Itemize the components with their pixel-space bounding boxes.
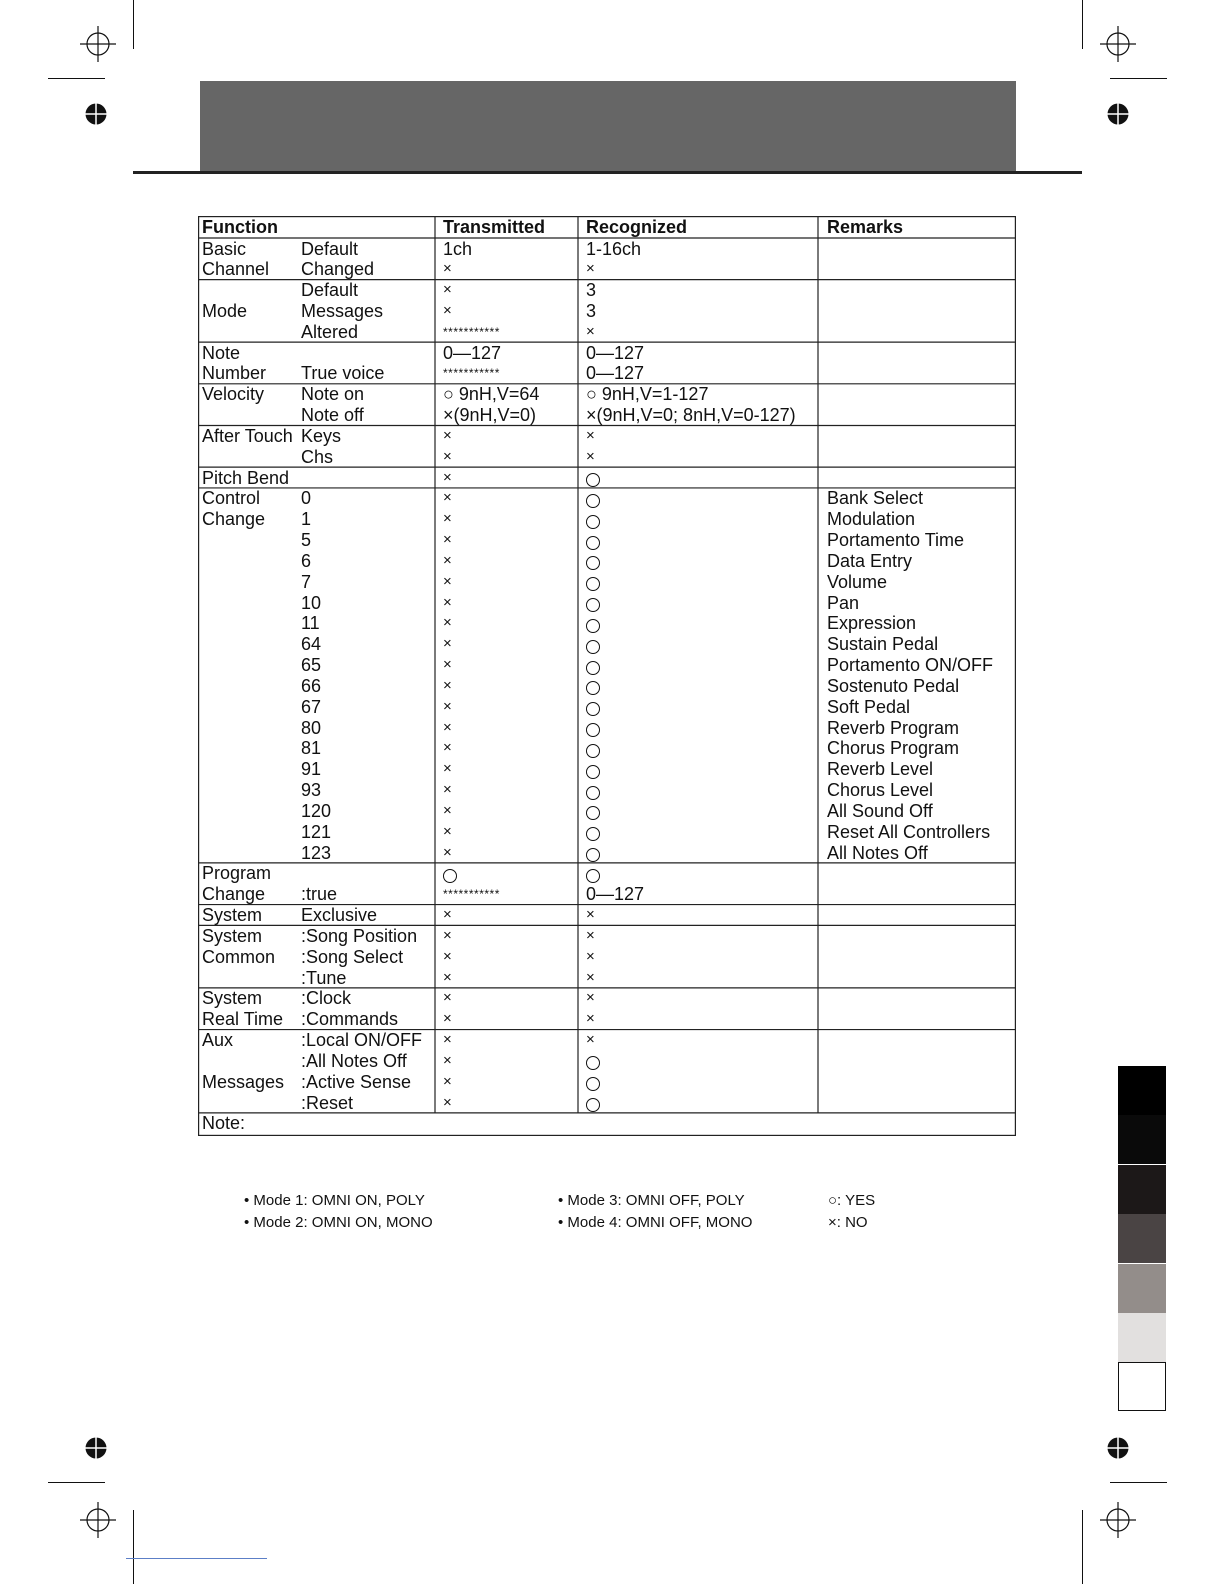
cell-rm: Pan [827,592,860,613]
cell-tx: *********** [443,887,500,902]
cell-f1: System [202,925,263,946]
registration-mark-icon [1100,26,1136,62]
cell-tx: × [443,572,452,590]
cell-rm: Data Entry [827,550,913,571]
cell-tx: × [443,739,452,757]
yes-circle-icon [586,595,600,616]
cell-f2: Note on [301,384,365,405]
cell-f1: System [202,988,263,1009]
cell-tx: × [443,635,452,653]
cell-tx: × [443,1072,452,1090]
cell-f2: 120 [301,800,332,821]
cell-rx: × [586,906,595,924]
yes-circle-icon [586,1095,600,1116]
cell-tx: × [443,1051,452,1069]
yes-circle-icon [586,637,600,658]
cell-f2: 10 [301,592,322,613]
cell-rx: 0—127 [586,884,645,905]
header-remarks: Remarks [827,217,904,237]
cell-f1: Messages [202,1071,285,1092]
cell-rm: Expression [827,613,917,634]
cell-f2: 123 [301,842,332,863]
note-label: Note: [202,1113,246,1133]
cell-tx: × [443,989,452,1007]
cell-f2: Messages [301,300,384,321]
cell-f2: 0 [301,488,312,509]
cell-f2: 80 [301,717,322,738]
crop-mark [1082,0,1083,49]
cell-tx: × [443,718,452,736]
cell-f1: Control [202,488,261,509]
registration-mark-icon [80,1502,116,1538]
cell-rm: Reset All Controllers [827,821,991,842]
cell-tx: × [443,697,452,715]
cell-rx: × [586,989,595,1007]
cell-f2: 91 [301,759,322,780]
yes-circle-icon [586,1053,600,1074]
cell-tx: × [443,781,452,799]
cell-tx: × [443,656,452,674]
cell-tx: × [443,426,452,444]
cell-f1: After Touch [202,425,293,446]
cell-tx: × [443,281,452,299]
cell-tx: × [443,1093,452,1111]
cell-f2: Changed [301,259,375,280]
color-swatch [1118,1165,1166,1214]
yes-circle-icon [586,741,600,762]
cell-f2: :Commands [301,1009,399,1030]
color-swatch [1118,1214,1166,1263]
cell-rm: All Sound Off [827,800,933,821]
cell-f1: Real Time [202,1009,284,1030]
crop-mark [48,1482,105,1483]
cell-rm: Volume [827,571,888,592]
legend-mode1: • Mode 1: OMNI ON, POLY [244,1192,425,1209]
cell-f1: Aux [202,1030,234,1051]
cell-tx: × [443,906,452,924]
yes-circle-icon [586,533,600,554]
cell-rm: Chorus Program [827,738,960,759]
cell-rx: 1-16ch [586,238,642,259]
color-swatch [1118,1264,1166,1313]
yes-circle-icon [586,616,600,637]
cell-f1: Velocity [202,384,265,405]
cell-rx: × [586,1031,595,1049]
legend-mode2: • Mode 2: OMNI ON, MONO [244,1214,433,1231]
yes-circle-icon [586,803,600,824]
cell-tx: × [443,676,452,694]
cell-tx: × [443,822,452,840]
cell-f1: Program [202,863,272,884]
yes-circle-icon [586,470,600,491]
yes-circle-icon [586,845,600,866]
registration-dot-icon [85,103,107,125]
cell-rx: 0—127 [586,342,645,363]
cell-f2: 64 [301,634,322,655]
cell-tx: × [443,468,452,486]
midi-implementation-chart [198,216,1016,1136]
cell-tx: × [443,968,452,986]
crop-mark [1082,1510,1083,1584]
cell-rm: Bank Select [827,488,924,509]
cell-f2: :All Notes Off [301,1050,407,1071]
cell-f2: 11 [301,613,320,634]
cell-rx: × [586,968,595,986]
yes-circle-icon [586,574,600,595]
cell-tx: × [443,551,452,569]
cell-f2: :true [301,884,338,905]
yes-circle-icon [586,658,600,679]
cell-rx: 0—127 [586,363,645,384]
cell-tx: × [443,614,452,632]
cell-tx: × [443,1031,452,1049]
cell-rx: × [586,260,595,278]
cell-tx: × [443,926,452,944]
header-function: Function [202,217,278,237]
cell-f2: 93 [301,780,322,801]
cell-rx: × [586,947,595,965]
cell-f2: 6 [301,550,312,571]
cell-tx: × [443,510,452,528]
cell-tx: ○ 9nH,V=64 [443,384,540,405]
cell-rx: ○ 9nH,V=1-127 [586,384,709,405]
cell-rx: × [586,426,595,444]
registration-mark-icon [1100,1502,1136,1538]
cell-tx: × [443,301,452,319]
header-rule [133,171,1082,174]
cell-f2: Default [301,280,359,301]
cell-rm: Soft Pedal [827,696,911,717]
cell-f2: :Song Position [301,925,418,946]
yes-circle-icon [586,699,600,720]
cell-rm: Portamento ON/OFF [827,655,994,676]
registration-dot-icon [85,1437,107,1459]
crop-mark [133,1510,134,1584]
cell-f1: Change [202,884,266,905]
cell-f2: :Song Select [301,946,404,967]
crop-mark [133,0,134,49]
cell-rm: Portamento Time [827,530,965,551]
cell-tx: × [443,801,452,819]
cell-f1: Pitch Bend [202,467,290,488]
cell-tx: ×(9nH,V=0) [443,405,537,426]
yes-circle-icon [586,678,600,699]
yes-circle-icon [586,783,600,804]
cell-tx: 1ch [443,238,473,259]
yes-circle-icon [586,512,600,533]
cell-tx: × [443,760,452,778]
cell-rx: 3 [586,300,597,321]
cell-tx: × [443,593,452,611]
cell-f2: 1 [301,509,312,530]
cell-f2: :Reset [301,1092,354,1113]
registration-dot-icon [1107,1437,1129,1459]
cell-f2: 81 [301,738,322,759]
cell-tx: × [443,843,452,861]
header-recognized: Recognized [586,217,688,237]
color-swatch [1118,1115,1166,1164]
cell-f2: 7 [301,571,312,592]
cell-tx: × [443,260,452,278]
cell-f2: :Active Sense [301,1071,412,1092]
cell-f2: Altered [301,321,359,342]
cell-f2: 65 [301,655,322,676]
crop-mark [1110,1482,1167,1483]
cell-rm: Modulation [827,509,916,530]
cell-rm: Sustain Pedal [827,634,939,655]
cell-tx: 0—127 [443,342,502,363]
cell-f2: Default [301,238,359,259]
cell-f2: 121 [301,821,332,842]
legend-yes: ○: YES [828,1192,876,1209]
cell-rx: × [586,1010,595,1028]
legend-mode3: • Mode 3: OMNI OFF, POLY [558,1192,745,1209]
legend-mode4: • Mode 4: OMNI OFF, MONO [558,1214,753,1231]
cell-rx: ×(9nH,V=0; 8nH,V=0-127) [586,405,796,426]
cell-tx: × [443,531,452,549]
cell-rm: Chorus Level [827,780,934,801]
cell-tx: *********** [443,366,500,381]
cell-tx: × [443,447,452,465]
cell-tx: × [443,947,452,965]
cell-f2: Keys [301,425,342,446]
crop-mark [1110,78,1167,79]
cell-f2: :Clock [301,988,352,1009]
cell-rx: × [586,322,595,340]
cell-f2: :Local ON/OFF [301,1030,423,1051]
cell-f2: Note off [301,405,364,426]
yes-circle-icon [586,553,600,574]
cell-rm: All Notes Off [827,842,928,863]
header-band [200,81,1016,172]
cell-f1: Basic [202,238,247,259]
color-swatch [1118,1313,1166,1362]
cell-tx: × [443,489,452,507]
cell-f1: Number [202,363,267,384]
legend-no: ×: NO [828,1214,868,1231]
cell-rm: Reverb Program [827,717,960,738]
cell-f2: True voice [301,363,385,384]
crop-mark [48,78,105,79]
cell-tx: *********** [443,324,500,339]
cell-f2: Exclusive [301,905,378,926]
registration-dot-icon [1107,103,1129,125]
registration-mark-icon [80,26,116,62]
cell-f1: System [202,905,263,926]
cell-f2: :Tune [301,967,347,988]
color-swatch [1118,1066,1166,1115]
cell-f1: Channel [202,259,270,280]
yes-circle-icon [586,491,600,512]
cell-rx: × [586,926,595,944]
header-transmitted: Transmitted [443,217,546,237]
bottom-rule [126,1558,267,1559]
cell-rm: Reverb Level [827,759,934,780]
cell-f1: Common [202,946,276,967]
cell-f1: Mode [202,300,248,321]
cell-f2: 5 [301,530,312,551]
cell-f2: 67 [301,696,322,717]
cell-rm: Sostenuto Pedal [827,675,960,696]
yes-circle-icon [586,1074,600,1095]
cell-rx: 3 [586,280,597,301]
cell-tx: × [443,1010,452,1028]
cell-f2: 66 [301,675,322,696]
cell-f1: Change [202,509,266,530]
yes-circle-icon [586,824,600,845]
yes-circle-icon [586,762,600,783]
yes-circle-icon [586,720,600,741]
cell-rx: × [586,447,595,465]
cell-f2: Chs [301,446,334,467]
color-swatch [1118,1362,1166,1411]
cell-f1: Note [202,342,241,363]
